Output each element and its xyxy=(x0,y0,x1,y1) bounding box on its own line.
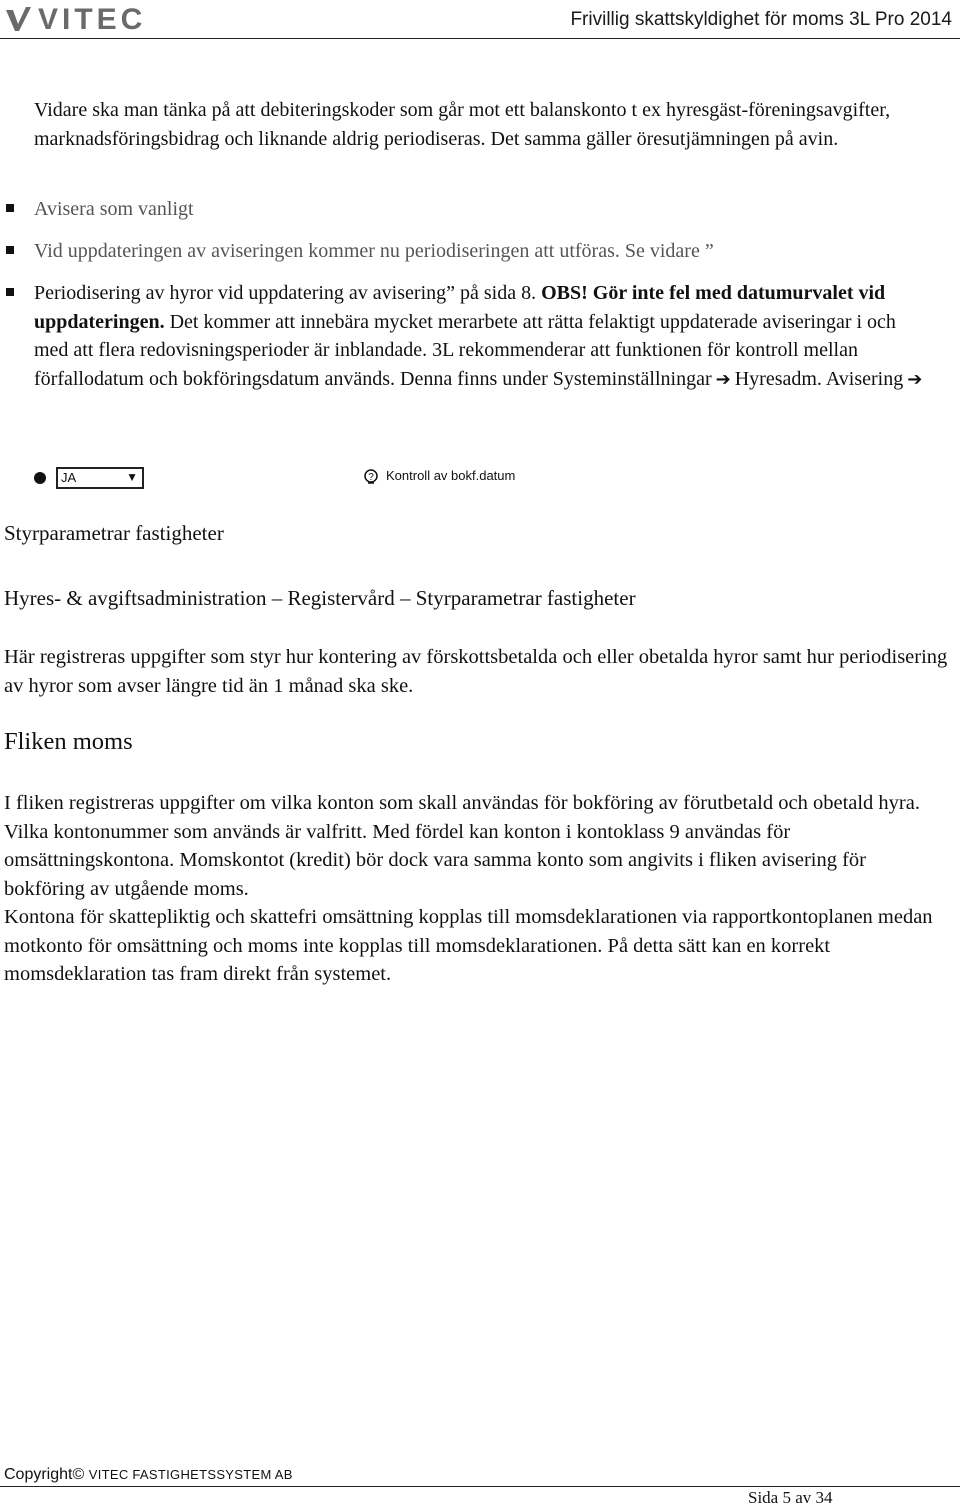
arrow-right-icon: ➔ xyxy=(907,368,923,390)
bullet-square-icon xyxy=(6,246,14,254)
bullet-item-avisera xyxy=(34,195,934,224)
bullet-square-icon xyxy=(6,204,14,212)
bullet-item-periodisering xyxy=(34,279,934,394)
svg-text:?: ? xyxy=(368,472,374,483)
copyright-prefix: Copyright© xyxy=(4,1466,85,1483)
page-number: Sida 5 av 34 xyxy=(748,1488,833,1507)
bullet-text-continued: Det kommer att innebära mycket merarbete att rätta felaktigt uppdaterade aviseringar i och med att flera redovisningsperioder är inblandade. 3L rekommenderar att funktionen för kontroll mellan förfallodatum och bokföringsdatum används. Denna finns under Systeminställningar xyxy=(34,310,896,390)
bullet-item-uppdatering xyxy=(34,237,934,266)
bullet-dot-icon xyxy=(34,472,46,484)
help-icon[interactable] xyxy=(362,469,380,487)
footer-copyright xyxy=(4,1466,293,1484)
page-header xyxy=(0,0,960,39)
select-value: JA xyxy=(61,470,77,485)
section-title: Styrparametrar fastigheter xyxy=(4,521,224,545)
bullet-text: Vid uppdateringen av aviseringen kommer nu periodiseringen att utföras. xyxy=(34,240,620,262)
document-title: Frivillig skattskyldighet för moms 3L Pro 2014 xyxy=(570,9,952,30)
vitec-logo xyxy=(4,4,204,34)
menu-path-hyresadm: Hyresadm. xyxy=(734,367,822,390)
ja-select[interactable] xyxy=(56,467,144,489)
arrow-right-icon: ➔ xyxy=(715,368,731,390)
intro-paragraph: Vidare ska man tänka på att debiteringskoder som går mot ett balanskonto t ex hyresgäst-föreningsavgifter, marknadsföringsbidrag och liknande aldrig periodiseras. Det samma gäller öresutjämningen på avin. xyxy=(34,99,891,150)
menu-path: Hyres- & avgiftsadministration – Registervård – Styrparametrar fastigheter xyxy=(4,586,636,610)
kontroll-bokf-datum-label: Kontroll av bokf.datum xyxy=(386,468,516,483)
bullet-text: Periodisering av hyror vid uppdatering av avisering” på sida 8. xyxy=(34,282,537,304)
copyright-company: VITEC FASTIGHETSSYSTEM AB xyxy=(88,1467,293,1482)
see-also-link[interactable]: Se vidare ” xyxy=(624,240,714,262)
moms-paragraph xyxy=(4,789,944,989)
moms-paragraph-2: Kontona för skattepliktig och skattefri omsättning kopplas till momsdeklarationen via rapportkontoplanen medan motkonto för omsättning och moms inte kopplas till momsdeklarationen. På detta sätt kan en korrekt momsdeklaration tas fram direkt från systemet. xyxy=(4,906,933,985)
svg-text:VITEC: VITEC xyxy=(38,4,147,34)
bullet-square-icon xyxy=(6,288,14,296)
footer-divider xyxy=(0,1486,960,1487)
settings-screenshot-row xyxy=(30,460,590,496)
menu-path-avisering: Avisering xyxy=(825,367,904,390)
bullet-text: Avisera som vanligt xyxy=(34,198,194,220)
moms-paragraph-1: I fliken registreras uppgifter om vilka konton som skall användas för bokföring av förutbetald och obetald hyra. Vilka kontonummer som används är valfritt. Med fördel kan konton i kontoklass 9 användas för omsättningskontona. Momskontot (kredit) bör dock vara samma konto som angivits i fliken avisering för bokföring av utgående moms. xyxy=(4,792,920,900)
description-paragraph: Här registreras uppgifter som styr hur kontering av förskottsbetalda och eller obetalda hyror samt hur periodisering av hyror som avser längre tid än 1 månad ska ske. xyxy=(4,646,948,697)
chevron-down-icon[interactable]: ▼ xyxy=(126,470,138,484)
warning-text: OBS! Gör inte fel med datumurvalet vid uppdateringen. xyxy=(34,282,886,333)
fliken-moms-heading: Fliken moms xyxy=(4,728,133,755)
